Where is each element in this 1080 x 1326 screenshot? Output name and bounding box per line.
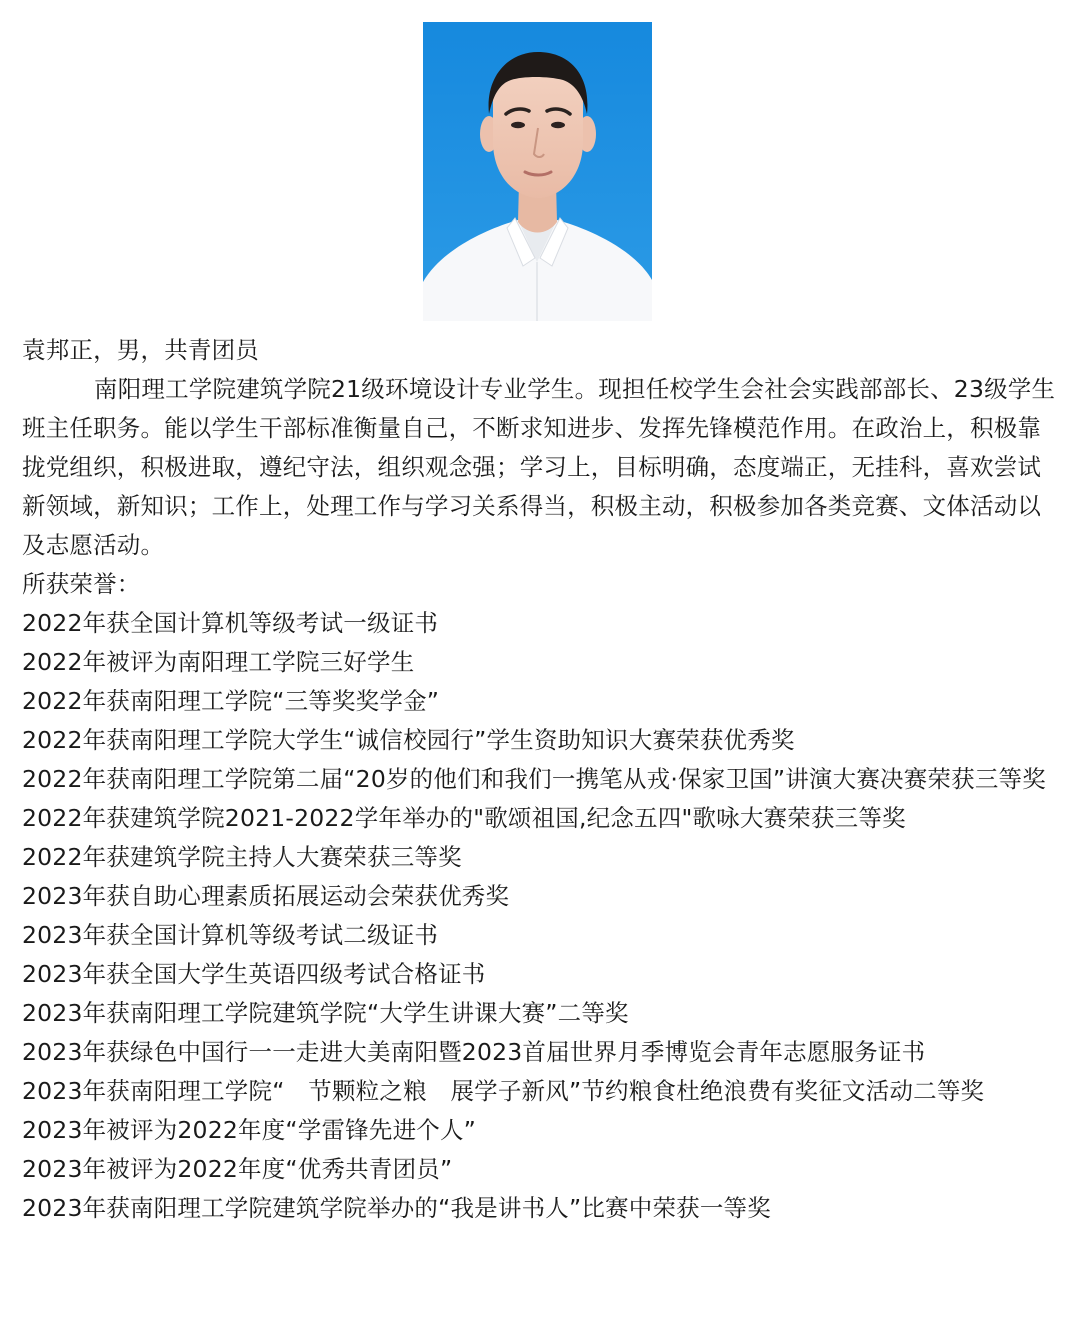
- honor-item: 2022年获南阳理工学院第二届“20岁的他们和我们一携笔从戎·保家卫国”讲演大赛决赛荣获三等奖: [22, 765, 1046, 793]
- honor-item: 2023年获绿色中国行一一走进大美南阳暨2023首届世界月季博览会青年志愿服务证书: [22, 1038, 926, 1066]
- honors-heading: 所获荣誉：: [22, 570, 141, 598]
- honor-item: 2022年获全国计算机等级考试一级证书: [22, 609, 439, 637]
- portrait-image: [423, 22, 652, 321]
- honors-list: [22, 604, 1058, 1228]
- honor-item: 2023年获全国大学生英语四级考试合格证书: [22, 960, 486, 988]
- honor-item: 2022年获建筑学院主持人大赛荣获三等奖: [22, 843, 462, 871]
- honor-item: 2022年被评为南阳理工学院三好学生: [22, 648, 415, 676]
- honor-item: 2023年被评为2022年度“学雷锋先进个人”: [22, 1116, 477, 1144]
- honor-item: 2023年获南阳理工学院“ 节颗粒之粮 展学子新风”节约粮食杜绝浪费有奖征文活动二等奖: [22, 1077, 985, 1105]
- honor-item: 2022年获南阳理工学院“三等奖奖学金”: [22, 687, 440, 715]
- name-gender-politics: 袁邦正，男，共青团员: [22, 336, 259, 364]
- profile-photo: [423, 22, 652, 321]
- honor-item: 2023年获南阳理工学院建筑学院“大学生讲课大赛”二等奖: [22, 999, 629, 1027]
- honor-item: 2023年获南阳理工学院建筑学院举办的“我是讲书人”比赛中荣获一等奖: [22, 1194, 771, 1222]
- intro-paragraph: 南阳理工学院建筑学院21级环境设计专业学生。现担任校学生会社会实践部部长、23级学生班主任职务。能以学生干部标准衡量自己，不断求知进步、发挥先锋模范作用。在政治上，积极靠拢党组织，积极进取，遵纪守法，组织观念强；学习上，目标明确，态度端正，无挂科，喜欢尝试新领域，新知识；工作上，处理工作与学习关系得当，积极主动，积极参加各类竞赛、文体活动以及志愿活动。: [22, 375, 1056, 559]
- honor-item: 2023年被评为2022年度“优秀共青团员”: [22, 1155, 453, 1183]
- profile-text: [22, 331, 1058, 1228]
- honor-item: 2023年获自助心理素质拓展运动会荣获优秀奖: [22, 882, 510, 910]
- honor-item: 2022年获建筑学院2021-2022学年举办的"歌颂祖国,纪念五四"歌咏大赛荣获三等奖: [22, 804, 906, 832]
- honor-item: 2022年获南阳理工学院大学生“诚信校园行”学生资助知识大赛荣获优秀奖: [22, 726, 795, 754]
- honor-item: 2023年获全国计算机等级考试二级证书: [22, 921, 439, 949]
